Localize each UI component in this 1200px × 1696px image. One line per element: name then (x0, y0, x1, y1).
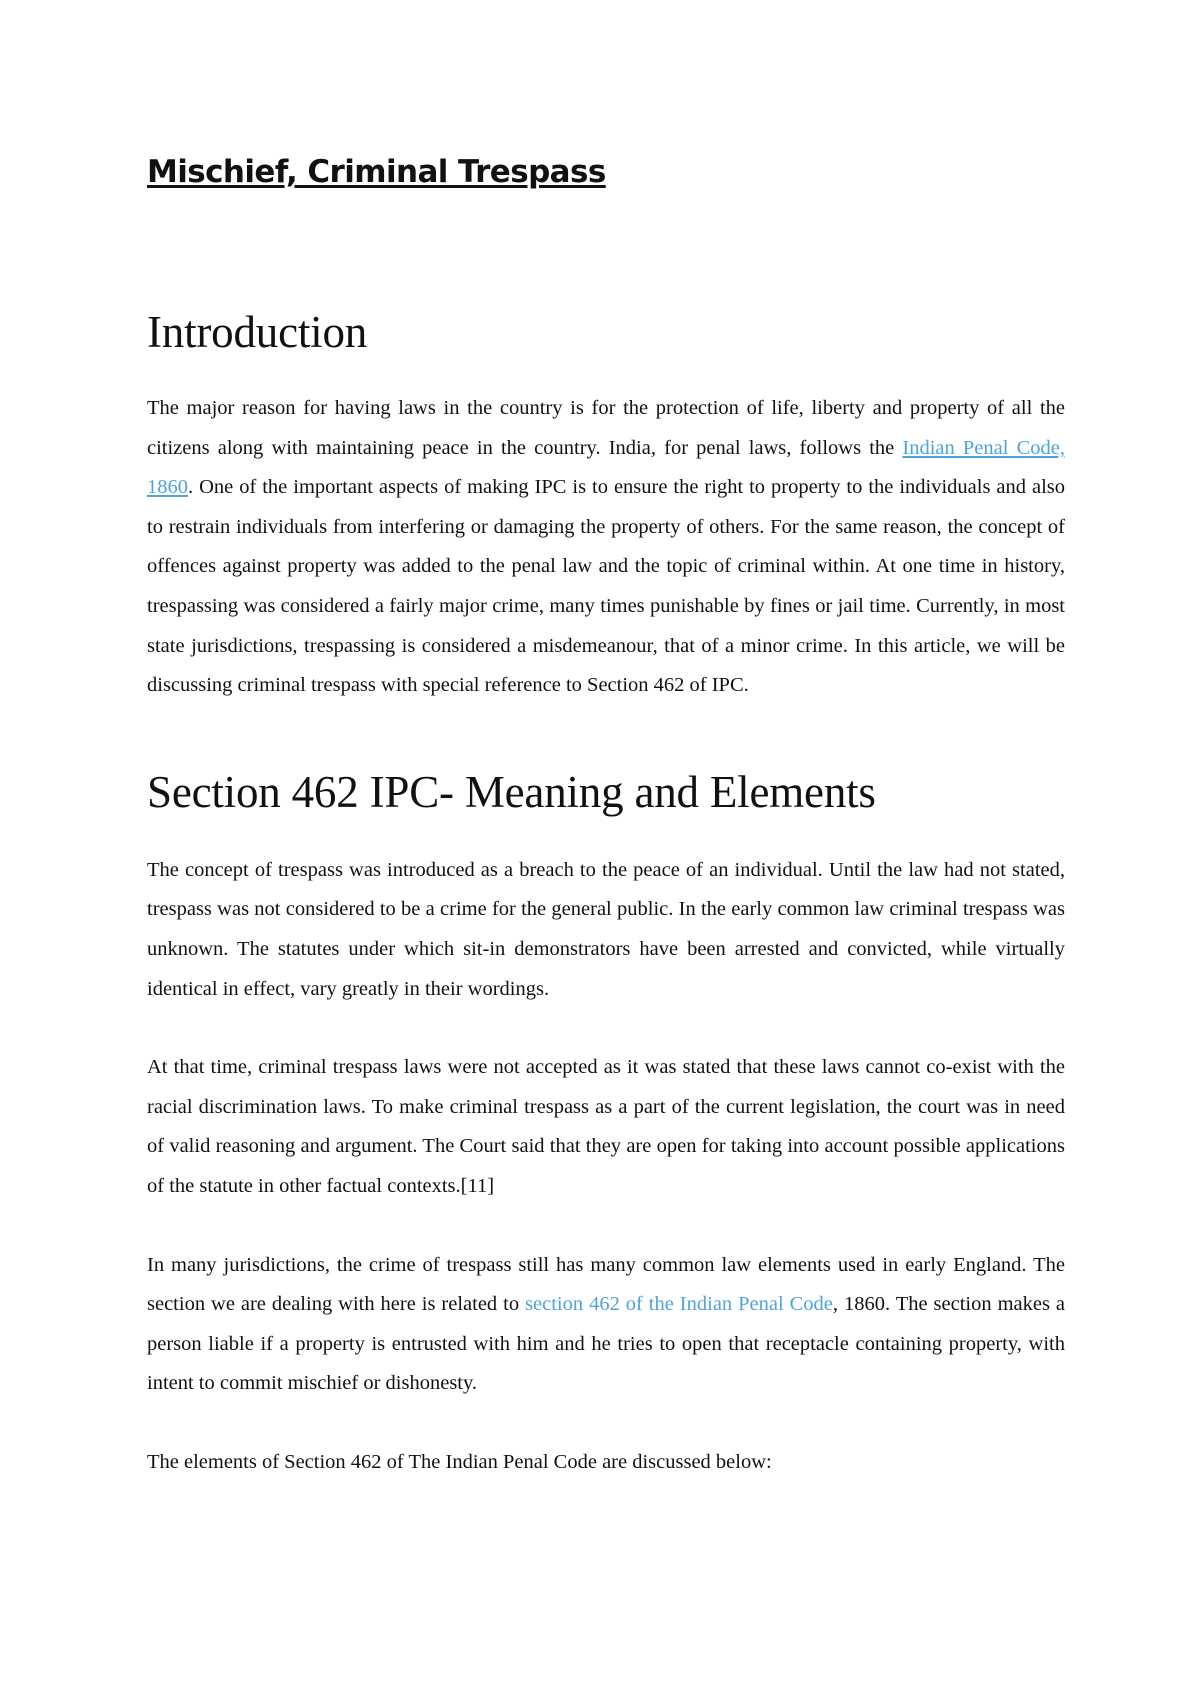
section-paragraph-1: The concept of trespass was introduced as a breach to the peace of an individual. Until the law had not stated, trespass was not considered to be a crime for the general public. In the early common law criminal trespass was unknown. The statutes under which sit-in demonstrators have been arrested and convicted, while virtually identical in effect, vary greatly in their wordings. (147, 858, 1065, 1000)
intro-paragraph (147, 389, 1065, 706)
section-462-link[interactable]: section 462 of the Indian Penal Code (525, 1293, 833, 1316)
intro-text-end: . One of the important aspects of making IPC is to ensure the right to property to the individuals and also to restrain individuals from interfering or damaging the property of others. For the same reason, the concept of offences against property was added to the penal law and the topic of criminal within. At one time in history, trespassing was considered a fairly major crime, many times punishable by fines or jail time. Currently, in most state jurisdictions, trespassing is considered a misdemeanour, that of a minor crime. In this article, we will be discussing criminal trespass with special reference to Section 462 of IPC. (147, 476, 1065, 697)
intro-text-start: The major reason for having laws in the country is for the protection of life, liberty and property of all the citizens along with maintaining peace in the country. India, for penal laws, follows the (147, 397, 1065, 459)
indian-penal-code-link[interactable]: Indian Penal Code, 1860 (147, 436, 1065, 499)
section-paragraph-2: At that time, criminal trespass laws were not accepted as it was stated that these laws cannot co-exist with the racial discrimination laws. To make criminal trespass as a part of the current legislation, the court was in need of valid reasoning and argument. The Court said that they are open for taking into account possible applications of the statute in other factual contexts.[11] (147, 1056, 1065, 1197)
section-p3-text-end: , 1860. The section makes a person liable if a property is entrusted with him and he tries to open that receptacle containing property, with intent to commit mischief or dishonesty. (147, 1293, 1065, 1395)
section-p3-text-start: In many jurisdictions, the crime of trespass still has many common law elements used in early England. The section we are dealing with here is related to (147, 1253, 1065, 1316)
heading-introduction: Introduction (147, 307, 368, 357)
heading-section-462: Section 462 IPC- Meaning and Elements (147, 766, 876, 817)
document-body (147, 150, 1065, 1482)
document-title: Mischief, Criminal Trespass (147, 154, 606, 190)
section-paragraph-3 (147, 1246, 1065, 1404)
section-paragraph-4: The elements of Section 462 of The Indian Penal Code are discussed below: (147, 1450, 772, 1473)
